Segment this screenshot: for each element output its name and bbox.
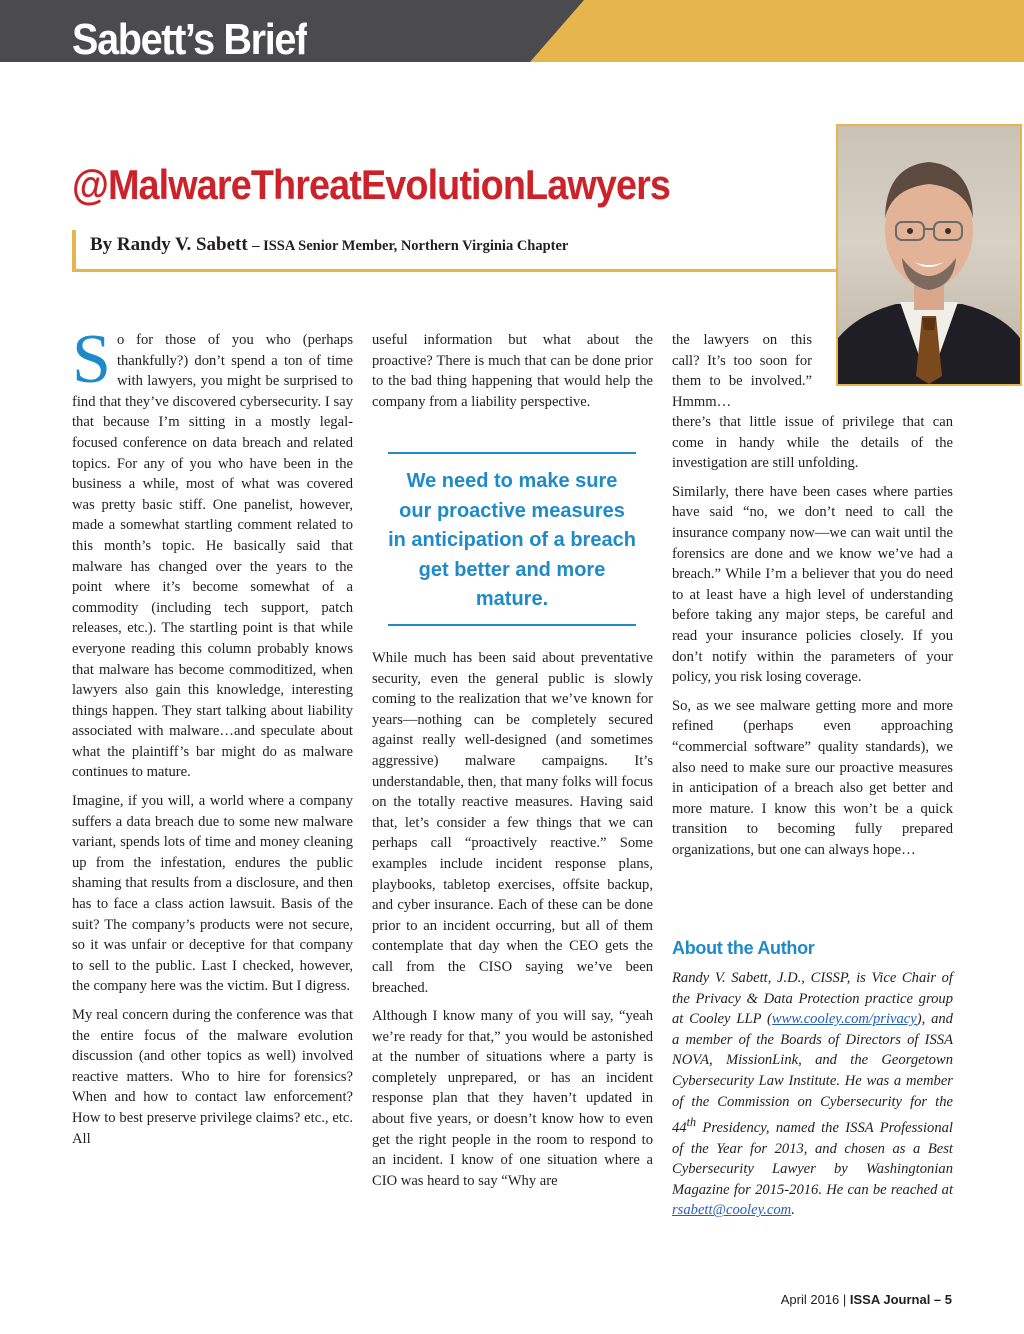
about-heading: About the Author [672, 938, 815, 958]
drop-cap: S [72, 321, 111, 398]
byline [90, 234, 568, 256]
article-title: @MalwareThreatEvolutionLawyers [72, 161, 671, 208]
bio-text: Randy V. Sabett, J.D., CISSP, is Vice Chair of the Privacy & Data Protection practice group at Cooley LLP ( [672, 970, 953, 1028]
column-1 [72, 321, 353, 1157]
author-portrait-icon [838, 126, 1020, 384]
footer-journal: ISSA Journal – 5 [849, 1292, 952, 1307]
footer-date: April 2016 [780, 1292, 840, 1307]
byline-affiliation: – ISSA Senior Member, Northern Virginia Chapter [252, 238, 569, 254]
page-footer [781, 1292, 952, 1307]
paragraph: the lawyers on this call? It’s too soon for them to be involved.” Hmmm… [672, 332, 812, 410]
paragraph: Although I know many of you will say, “yeah we’re ready for that,” you would be astonished at the number of situations where a party is completely unprepared, or has an incident response plan that they haven’t updated in about five years, or doesn’t know how to even get the right people in the room to respond to an incident. I know of one situation where a CIO was heard to say “Why are [372, 1008, 653, 1189]
paragraph-text: o for those of you who (perhaps thankfully?) don’t spend a ton of time with lawyers, you might be surprised to find that they’ve discovered cybersecurity. I say that because I’m sitting in a mostly legal-focused conference on data breach and related topics. For any of you who have been in the business a while, most of what was covered was pretty basic stiff. One panelist, however, made a somewhat startling comment related to this month’s topic. He basically said that malware has changed over the years to the point where it’s become somewhat of a commodity (including tech support, patch releases, etc.). The startling point is that while everyone reading this column probably knows that malware has become commoditized, when lawyers also gain this knowledge, interesting things happen. They start talking about liability associated with malware…and speculate about what the plaintiff’s bar might do as malware continues to mature. [72, 332, 353, 781]
bio-text: ), and a member of the Boards of Directors of ISSA NOVA, MissionLink, and the Georgetown Cybersecurity Law Institute. He was a member of the Commission on Cybersecurity for the 44 [672, 1011, 953, 1137]
byline-accent-bar [72, 230, 76, 270]
column-2-top [372, 330, 653, 420]
column-3 [672, 412, 953, 868]
paragraph [72, 321, 353, 783]
bio-superscript: th [686, 1115, 697, 1130]
paragraph: While much has been said about preventative security, even the general public is slowly coming to the realization that we’ve known for years—nothing can be completely secured against really well-designed (and sometimes aggressive) malware campaigns. It’s understandable, then, that many folks will focus on the totally reactive measures. Having said that, let’s consider a few things that we can perhaps call “proactively reactive.” Some examples include incident response plans, playbooks, tabletop exercises, offsite backup, and cyber insurance. Each of these can be done prior to an incident occurring, but all of them contemplate that day when the CEO gets the call from the CISO saying we’ve been breached. [372, 650, 653, 996]
column-2-bottom [372, 648, 653, 1199]
paragraph: there’s that little issue of privilege that can come in handy while the details of the investigation are still unfolding. [672, 414, 953, 472]
paragraph: Imagine, if you will, a world where a company suffers a data breach due to some new malware variant, spends lots of time and money cleaning up from the infestation, endures the public shaming that results from a disclosure, and then has to face a class action lawsuit. Basis of the suit? The company’s products were not secure, so it was unfair or deceptive for that company to sell to the public. Last I checked, however, the company here was the victim. But I digress. [72, 793, 353, 995]
bio-text: . [791, 1202, 795, 1219]
byline-rule [72, 269, 836, 272]
author-bio [672, 968, 953, 1221]
paragraph: useful information but what about the proactive? There is much that can be done prior to the bad thing happening that would help the company from a liability perspective. [372, 332, 653, 410]
bio-text: Presidency, named the ISSA Professional of the Year for 2013, and chosen as a Best Cybersecurity Lawyer by Washingtonian Magazine for 2015-2016. He can be reached at [672, 1120, 953, 1198]
paragraph: So, as we see malware getting more and more refined (perhaps even approaching “commercial software” quality standards), we also need to make sure our proactive measures in anticipation of a breach also get better and more mature. I know this won’t be a quick transition to becoming fully prepared organizations, but one can always hope… [672, 697, 953, 858]
privacy-link[interactable]: www.cooley.com/privacy [771, 1011, 917, 1028]
column-3-narrow [672, 330, 812, 420]
paragraph: My real concern during the conference was that the entire focus of the malware evolution discussion (and other topics as well) involved reactive matters. Who to hire for forensics? When and how to contact law enforcement? How to best preserve privilege claims? etc., etc. All [72, 1007, 353, 1147]
paragraph: Similarly, there have been cases where parties have said “no, we don’t need to call the insurance company now—we can wait until the forensics are done and we know we’ve had a breach.” While I’m a believer that you do need to at least have a high level of understanding before taking any major steps, be careful and read your insurance policies closely. If you don’t notify within the parameters of your policy, you risk losing coverage. [672, 483, 953, 686]
email-link[interactable]: rsabett@cooley.com [672, 1202, 792, 1219]
pull-quote: We need to make sure our proactive measures in anticipation of a breach get better and more mature. [388, 452, 636, 626]
author-photo [836, 124, 1022, 386]
column-title: Sabett’s Brief [72, 18, 307, 62]
footer-separator: | [839, 1292, 850, 1307]
byline-author: By Randy V. Sabett [90, 234, 248, 255]
